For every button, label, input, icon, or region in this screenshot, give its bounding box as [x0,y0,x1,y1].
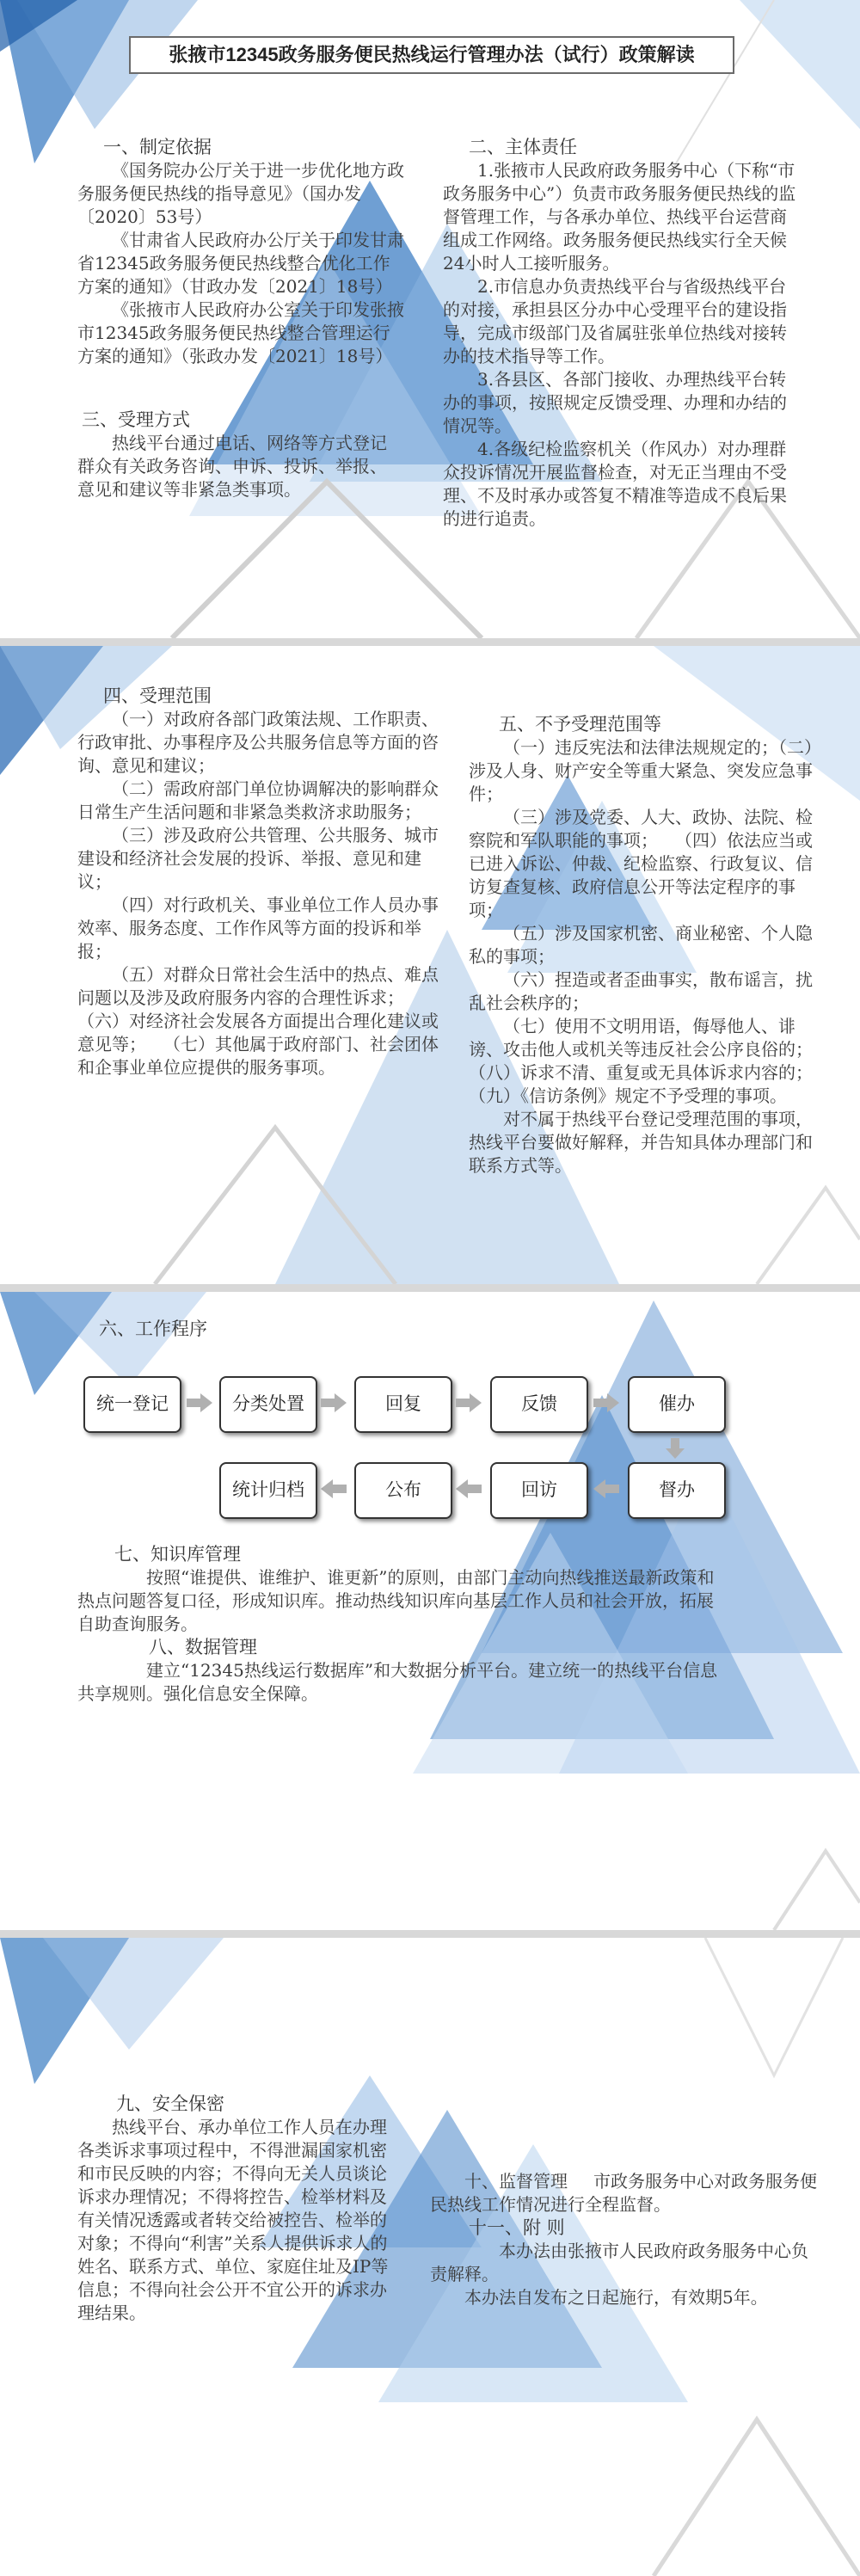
slide-1 [0,0,860,638]
exclude-heading: 五、不予受理范围等 [499,714,661,735]
resp-item: 3.各县区、各部门接收、办理热线平台转办的事项，按照规定反馈受理、办理和办结的情况等。 [443,369,787,436]
flow-arrow-left-icon [456,1479,482,1498]
method-text: 热线平台通过电话、网络等方式登记群众有关政务咨询、申诉、投诉、举报、意见和建议等非紧急类事项。 [77,433,387,500]
slide-separator [0,638,860,646]
supervise-block [430,2170,817,2216]
annex-heading: 十一、附 则 [469,2217,565,2238]
flow-step-reply: 回复 [354,1376,452,1433]
flow-step-register: 统一登记 [83,1376,181,1433]
flow-arrow-down-icon [666,1438,685,1459]
data-heading: 八、数据管理 [149,1637,257,1657]
flow-step-supervise: 督办 [628,1462,726,1519]
flow-step-publish: 公布 [354,1462,452,1519]
slide-separator [0,1284,860,1292]
data-text: 建立“12345热线运行数据库”和大数据分析平台。建立统一的热线平台信息共享规则。强化信息安全保障。 [77,1660,718,1704]
scope-item: （三）涉及政府公共管理、公共服务、城市建设和经济社会发展的投诉、举报、意见和建议； [77,825,439,892]
flow-step-feedback: 反馈 [490,1376,588,1433]
slide-3 [0,1292,860,1930]
supervise-text: 市政务服务中心对政务服务便民热线工作情况进行全程监督。 [430,2171,817,2215]
exclude-item: （六）捏造或者歪曲事实，散布谣言，扰乱社会秩序的； [469,969,813,1013]
scope-list [77,708,439,1079]
supervise-heading: 十、监督管理 [464,2171,568,2192]
basis-item: 《甘肃省人民政府办公厅关于印发甘肃省12345政务服务便民热线整合优化工作方案的通知》（甘政办发〔2021〕18号） [77,230,404,297]
kb-text: 按照“谁提供、谁维护、谁更新”的原则，由部门主动向热线推送最新政策和热点问题答复口径，形成知识库。推动热线知识库向基层工作人员和社会开放，拓展自助查询服务。 [77,1567,715,1634]
annex-list [430,2240,817,2309]
resp-heading: 二、主体责任 [469,137,577,157]
flow-arrow-right-icon [456,1393,482,1412]
flow-arrow-right-icon [187,1393,212,1412]
flow-step-archive: 统计归档 [219,1462,317,1519]
slide-2 [0,646,860,1284]
exclude-item: （一）违反宪法和法律法规规定的；（二）涉及人身、财产安全等重大紧急、突发应急事件； [469,737,813,804]
exclude-item: （三）涉及党委、人大、政协、法院、检察院和军队职能的事项； （四）依法应当或已进入诉讼、仲裁、纪检监察、行政复议、信访复查复核、政府信息公开等法定程序的事项； [469,807,813,920]
resp-item: 2.市信息办负责热线平台与省级热线平台的对接，承担县区分办中心受理平台的建设指导，完成市级部门及省属驻张单位热线对接转办的技术指导等工作。 [443,276,787,366]
exclude-item: 对不属于热线平台登记受理范围的事项，热线平台要做好解释，并告知具体办理部门和联系方式等。 [469,1109,813,1176]
slide-separator [0,1930,860,1938]
flow-arrow-left-icon [593,1479,619,1498]
resp-item: 4.各级纪检监察机关（作风办）对办理群众投诉情况开展监督检查，对无正当理由不受理、不及时承办或答复不精准等造成不良后果的进行追责。 [443,439,787,529]
annex-item: 本办法自发布之日起施行，有效期5年。 [464,2287,768,2308]
flow-arrow-left-icon [321,1479,347,1498]
resp-item: 1.张掖市人民政府政务服务中心（下称“市政务服务中心”）负责市政务服务便民热线的监督管理工作，与各承办单位、热线平台运营商组成工作网络。政务服务便民热线实行全天候24小时人工接听服务。 [443,160,796,274]
annex-item: 本办法由张掖市人民政府政务服务中心负责解释。 [430,2241,808,2284]
flow-arrow-right-icon [593,1393,619,1412]
exclude-item: （五）涉及国家机密、商业秘密、个人隐私的事项； [469,923,813,967]
page-title: 张掖市12345政务服务便民热线运行管理办法（试行）政策解读 [129,36,734,74]
scope-item: （五）对群众日常社会生活中的热点、难点问题以及涉及政府服务内容的合理性诉求； （六）对经济社会发展各方面提出合理化建议或意见等； （七）其他属于政府部门、社会团体和企事业单位应提供的服务事项。 [77,964,439,1078]
resp-list [443,159,800,531]
flow-arrow-right-icon [321,1393,347,1412]
scope-item: （一）对政府各部门政策法规、工作职责、行政审批、办事程序及公共服务信息等方面的咨询、意见和建议； [77,709,439,776]
basis-heading: 一、制定依据 [103,137,212,157]
slide-4 [0,1938,860,2576]
flow-step-urge: 催办 [628,1376,726,1433]
basis-item: 《张掖市人民政府办公室关于印发张掖市12345政务服务便民热线整合管理运行方案的通知》（张政办发〔2021〕18号） [77,299,404,366]
kb-heading: 七、知识库管理 [114,1544,241,1565]
scope-item: （二）需政府部门单位协调解决的影响群众日常生产生活问题和非紧急类救济求助服务； [77,778,439,822]
flow-step-classify: 分类处置 [219,1376,317,1433]
method-heading: 三、受理方式 [82,409,190,430]
exclude-list [469,736,838,1177]
scope-heading: 四、受理范围 [103,685,212,706]
exclude-item: （七）使用不文明用语，侮辱他人、诽谤、攻击他人或机关等违反社会公序良俗的； （八）诉求不清、重复或无具体诉求内容的； （九）《信访条例》规定不予受理的事项。 [469,1016,838,1106]
scope-item: （四）对行政机关、事业单位工作人员办事效率、服务态度、工作作风等方面的投诉和举报； [77,895,439,962]
flow-step-revisit: 回访 [490,1462,588,1519]
procedure-heading: 六、工作程序 [99,1319,207,1339]
basis-item: 《国务院办公厅关于进一步优化地方政务服务便民热线的指导意见》（国办发〔2020〕53号） [77,160,404,227]
basis-list [77,159,404,368]
security-text: 热线平台、承办单位工作人员在办理各类诉求事项过程中，不得泄漏国家机密和市民反映的内容；不得向无关人员谈论诉求办理情况；不得将控告、检举材料及有关情况透露或者转交给被控告、检举的对象；不得向“利害”关系人提供诉求人的姓名、联系方式、单位、家庭住址及IP等信息；不得向社会公开不宜公开的诉求办理结果。 [77,2117,389,2323]
security-heading: 九、安全保密 [116,2093,224,2114]
